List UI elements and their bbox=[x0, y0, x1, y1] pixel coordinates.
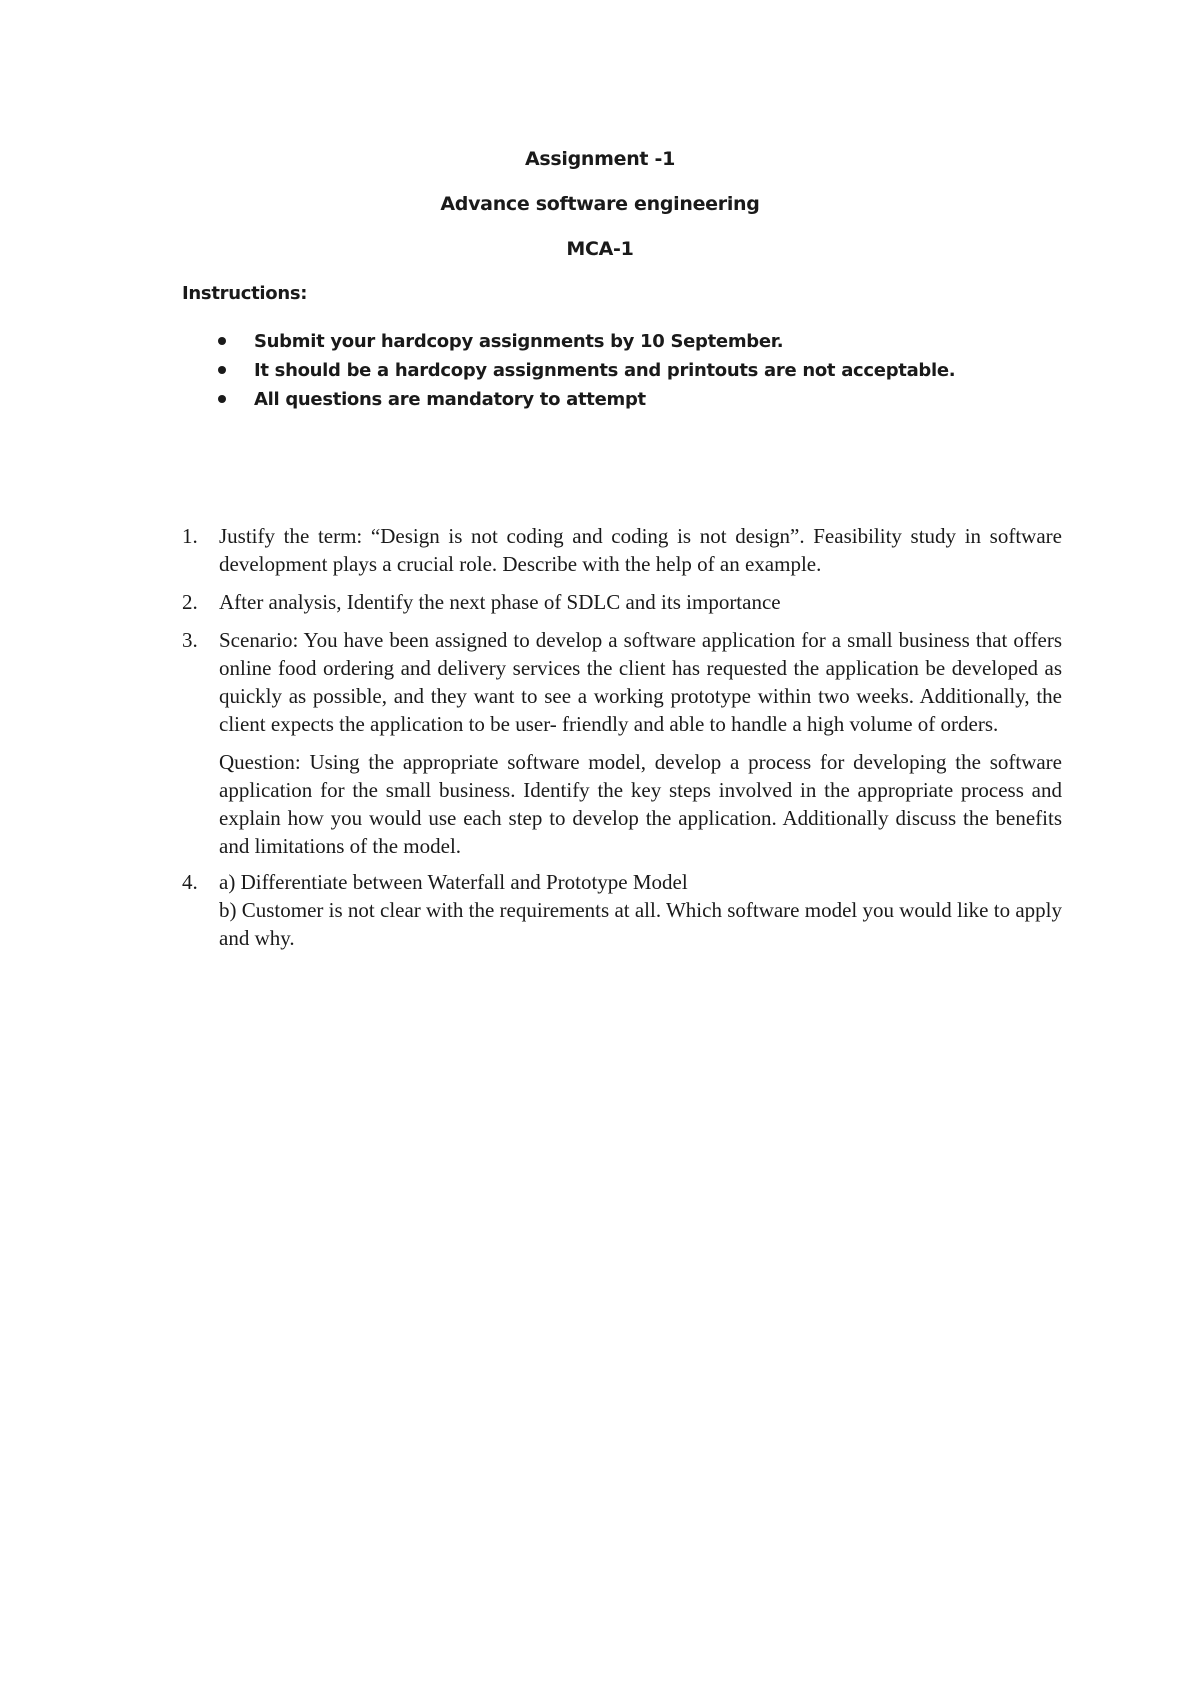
question-text: After analysis, Identify the next phase of SDLC and its importance bbox=[219, 590, 781, 614]
subject-title: Advance software engineering bbox=[440, 193, 760, 215]
course-title: MCA-1 bbox=[566, 238, 634, 260]
question-4 bbox=[182, 868, 1062, 952]
question-text: Justify the term: “Design is not coding and coding is not design”. Feasibility study in software development plays a crucial role. Describe with the help of an example. bbox=[219, 524, 1062, 576]
question-3 bbox=[182, 626, 1062, 860]
list-item bbox=[218, 356, 955, 385]
instruction-text: Submit your hardcopy assignments by 10 September. bbox=[254, 331, 784, 352]
question-number: 1. bbox=[182, 524, 198, 548]
list-item bbox=[218, 327, 955, 356]
list-item bbox=[218, 385, 955, 414]
question-2 bbox=[182, 588, 1062, 616]
questions-list bbox=[182, 522, 1062, 952]
question-number: 2. bbox=[182, 590, 198, 614]
assignment-title: Assignment -1 bbox=[524, 148, 676, 170]
instruction-text: All questions are mandatory to attempt bbox=[254, 389, 646, 410]
instructions-label: Instructions: bbox=[182, 283, 308, 304]
question-1 bbox=[182, 522, 1062, 578]
question-number: 4. bbox=[182, 870, 198, 894]
question-prompt-text: Question: Using the appropriate software model, develop a process for developing the software application for the small business. Identify the key steps involved in the appropriate process and explain how you would use each step to develop the application. Additionally discuss the benefits and limitations of the model. bbox=[219, 750, 1062, 858]
question-part-b: b) Customer is not clear with the requirements at all. Which software model you would like to apply and why. bbox=[219, 898, 1062, 950]
instructions-list bbox=[218, 327, 955, 414]
bullet-icon bbox=[218, 366, 226, 374]
bullet-icon bbox=[218, 395, 226, 403]
question-scenario-text: Scenario: You have been assigned to develop a software application for a small business that offers online food ordering and delivery services the client has requested the application be developed as quickly as possible, and they want to see a working prototype within two weeks. Additionally, the client expects the application to be user- friendly and able to handle a high volume of orders. bbox=[219, 628, 1062, 736]
bullet-icon bbox=[218, 337, 226, 345]
question-part-a: a) Differentiate between Waterfall and Prototype Model bbox=[219, 870, 688, 894]
instruction-text: It should be a hardcopy assignments and printouts are not acceptable. bbox=[254, 360, 956, 381]
question-number: 3. bbox=[182, 628, 198, 652]
